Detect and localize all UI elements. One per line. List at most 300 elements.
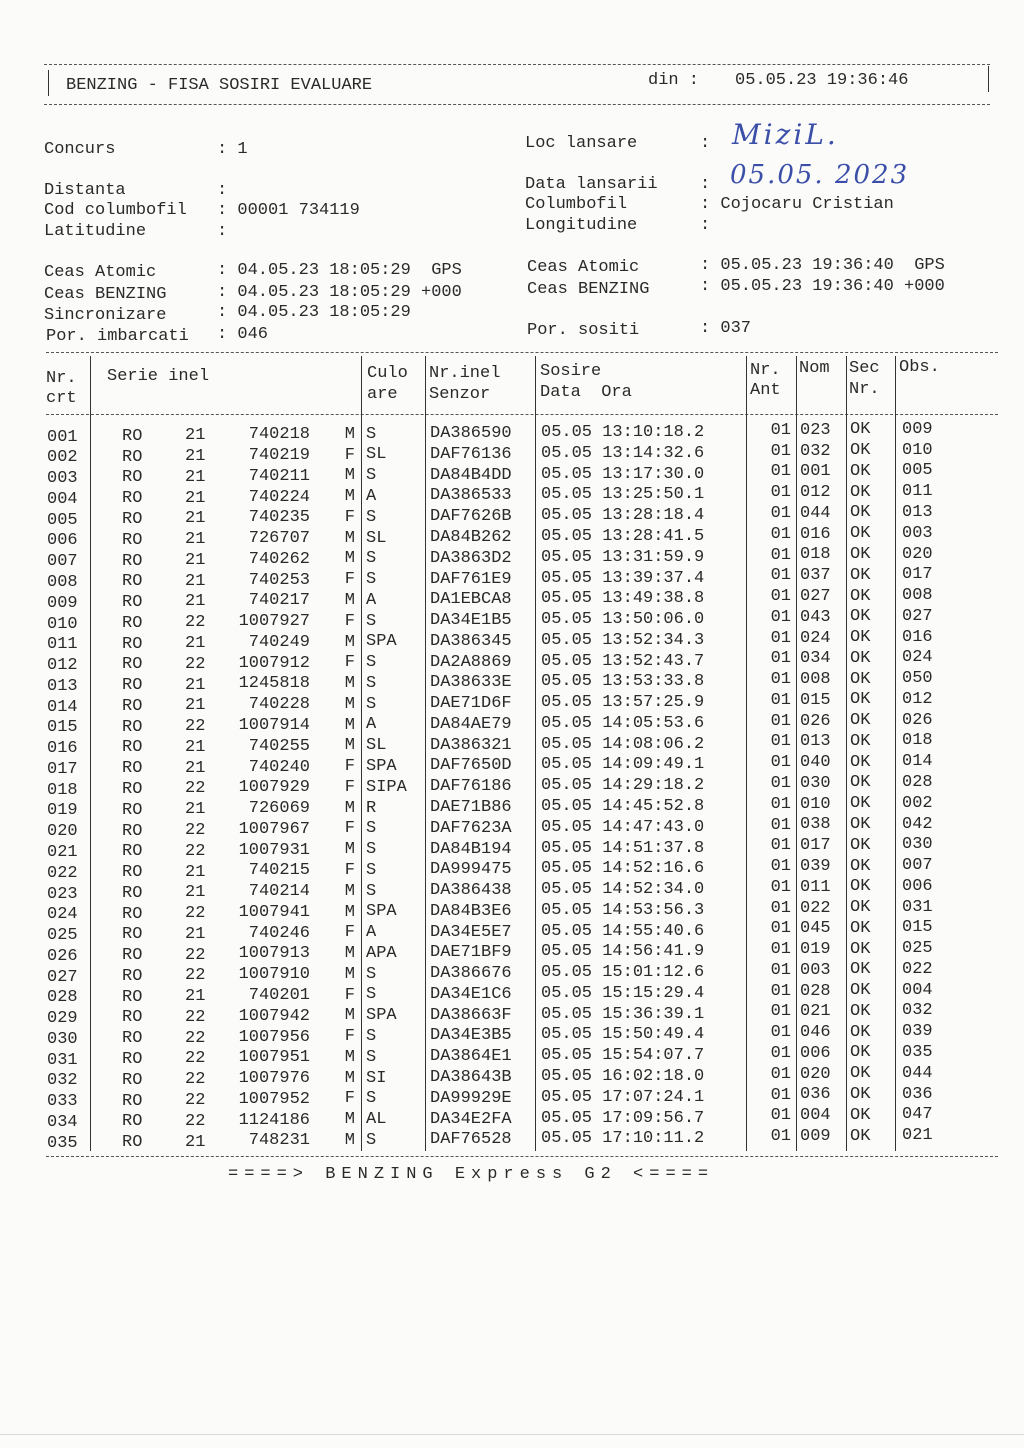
- header-nom: Nom: [799, 359, 830, 378]
- nr-ant: 01: [770, 503, 791, 523]
- ring-country: RO: [122, 613, 143, 633]
- ring-country: RO: [122, 1008, 143, 1028]
- ring-number: 740249: [248, 632, 310, 652]
- sensor-ring: DA84B194: [430, 839, 512, 859]
- color: S: [366, 570, 377, 590]
- ring-year: 21: [185, 571, 206, 591]
- arrival-time: 05.05 14:52:34.0: [541, 880, 705, 900]
- sec-status: OK: [850, 877, 871, 897]
- sensor-ring: DA386590: [430, 424, 512, 444]
- ceas-atomic-value-end: : 05.05.23 19:36:40 GPS: [700, 256, 945, 275]
- nom: 026: [800, 711, 831, 731]
- sex: F: [344, 653, 355, 673]
- sec-status: OK: [850, 565, 871, 585]
- arrival-time: 05.05 14:05:53.6: [541, 713, 705, 733]
- sex: M: [344, 549, 355, 569]
- nom: 032: [800, 441, 831, 461]
- nom: 004: [800, 1106, 831, 1126]
- arrival-time: 05.05 14:51:37.8: [541, 838, 705, 858]
- row-number: 002: [47, 448, 78, 468]
- ceas-benzing-value-start: : 04.05.23 18:05:29 +000: [217, 283, 462, 302]
- col-bar-sosire: [746, 356, 747, 1151]
- arrival-time: 05.05 14:53:56.3: [541, 900, 705, 920]
- ring-year: 22: [185, 1028, 206, 1048]
- sec-status: OK: [850, 669, 871, 689]
- sensor-ring: DA386676: [430, 964, 512, 984]
- arrival-time: 05.05 13:57:25.9: [541, 693, 705, 713]
- ring-country: RO: [122, 572, 143, 592]
- columbofil-value: : Cojocaru Cristian: [700, 195, 894, 214]
- color: SL: [366, 445, 387, 465]
- ring-year: 21: [185, 987, 206, 1007]
- row-number: 035: [47, 1133, 78, 1153]
- col-bar-sec: [895, 356, 896, 1151]
- ring-country: RO: [122, 696, 143, 716]
- obs-value: 002: [902, 793, 933, 813]
- header-bottom-rule: [44, 104, 990, 105]
- cod-columbofil-label: Cod columbofil: [44, 201, 187, 220]
- header-sosire: Sosire: [540, 362, 602, 381]
- ring-country: RO: [122, 468, 143, 488]
- ring-number: 1007910: [238, 965, 310, 985]
- ring-number: 1007913: [238, 944, 310, 964]
- ring-year: 22: [185, 779, 206, 799]
- row-number: 017: [47, 759, 78, 779]
- color: S: [366, 1027, 377, 1047]
- nr-ant: 01: [770, 524, 791, 544]
- data-lansarii-label: Data lansarii: [525, 175, 658, 194]
- sec-status: OK: [850, 814, 871, 834]
- row-number: 031: [47, 1050, 78, 1070]
- sex: F: [344, 923, 355, 943]
- ring-country: RO: [122, 509, 143, 529]
- nom: 020: [800, 1064, 831, 1084]
- obs-value: 044: [902, 1063, 933, 1083]
- header-right-bar: [988, 66, 989, 92]
- color: R: [366, 798, 377, 818]
- sex: M: [344, 466, 355, 486]
- arrival-time: 05.05 13:14:32.6: [541, 443, 705, 463]
- sensor-ring: DA99929E: [430, 1088, 512, 1108]
- sex: F: [344, 445, 355, 465]
- row-number: 033: [47, 1092, 78, 1112]
- sec-status: OK: [850, 773, 871, 793]
- sex: M: [344, 944, 355, 964]
- ring-number: 740228: [248, 695, 310, 715]
- loc-lansare-value: :: [700, 134, 711, 153]
- nom: 003: [800, 960, 831, 980]
- row-number: 007: [47, 552, 78, 572]
- sex: M: [344, 424, 355, 444]
- sensor-ring: DA38633E: [430, 673, 512, 693]
- sex: M: [344, 694, 355, 714]
- sensor-ring: DA999475: [430, 860, 512, 880]
- header-sec: Sec: [849, 359, 880, 378]
- sex: M: [344, 632, 355, 652]
- color: A: [366, 715, 377, 735]
- color: S: [366, 881, 377, 901]
- ceas-atomic-label-start: Ceas Atomic: [44, 263, 157, 282]
- color: S: [366, 860, 377, 880]
- nr-ant: 01: [770, 1085, 791, 1105]
- nom: 010: [800, 794, 831, 814]
- sec-status: OK: [850, 1022, 871, 1042]
- ring-country: RO: [122, 779, 143, 799]
- header-data-ora: Data Ora: [540, 383, 632, 402]
- loc-lansare-label: Loc lansare: [525, 134, 638, 153]
- ring-year: 22: [185, 1049, 206, 1069]
- sec-status: OK: [850, 918, 871, 938]
- ring-country: RO: [122, 489, 143, 509]
- color: SPA: [366, 632, 397, 652]
- nr-ant: 01: [770, 836, 791, 856]
- color: A: [366, 923, 377, 943]
- ring-country: RO: [122, 447, 143, 467]
- din-label: din :: [648, 71, 700, 90]
- arrival-time: 05.05 17:09:56.7: [541, 1108, 705, 1128]
- nom: 023: [800, 420, 831, 440]
- nr-ant: 01: [770, 420, 791, 440]
- nom: 044: [800, 503, 831, 523]
- obs-value: 026: [902, 710, 933, 730]
- ring-country: RO: [122, 987, 143, 1007]
- ceas-atomic-value-start: : 04.05.23 18:05:29 GPS: [217, 261, 462, 280]
- nr-ant: 01: [770, 1002, 791, 1022]
- sensor-ring: DAF7626B: [430, 507, 512, 527]
- nr-ant: 01: [770, 441, 791, 461]
- nr-ant: 01: [770, 815, 791, 835]
- sec-status: OK: [850, 711, 871, 731]
- header-obs: Obs.: [899, 358, 940, 377]
- color: S: [366, 964, 377, 984]
- din-timestamp: 05.05.23 19:36:46: [735, 71, 909, 90]
- obs-value: 042: [902, 814, 933, 834]
- concurs-label: Concurs: [44, 140, 116, 159]
- ring-year: 21: [185, 488, 206, 508]
- sex: M: [344, 736, 355, 756]
- sensor-ring: DA34E2FA: [430, 1109, 512, 1129]
- nr-ant: 01: [770, 857, 791, 877]
- nom: 039: [800, 856, 831, 876]
- ring-year: 22: [185, 1111, 206, 1131]
- color: S: [366, 424, 377, 444]
- obs-value: 006: [902, 876, 933, 896]
- obs-value: 047: [902, 1105, 933, 1125]
- sec-status: OK: [850, 690, 871, 710]
- nom: 046: [800, 1023, 831, 1043]
- arrival-time: 05.05 15:54:07.7: [541, 1046, 705, 1066]
- row-number: 010: [47, 614, 78, 634]
- ring-year: 22: [185, 904, 206, 924]
- sincronizare-label: Sincronizare: [44, 306, 167, 325]
- header-sec-nr: Nr.: [849, 380, 880, 399]
- nom: 008: [800, 670, 831, 690]
- obs-value: 010: [902, 440, 933, 460]
- sex: M: [344, 902, 355, 922]
- arrival-time: 05.05 15:15:29.4: [541, 983, 705, 1003]
- ring-country: RO: [122, 842, 143, 862]
- arrival-time: 05.05 13:17:30.0: [541, 464, 705, 484]
- ring-number: 740217: [248, 591, 310, 611]
- ring-number: 740255: [248, 736, 310, 756]
- sec-status: OK: [850, 1064, 871, 1084]
- ring-country: RO: [122, 821, 143, 841]
- obs-value: 005: [902, 461, 933, 481]
- ring-country: RO: [122, 655, 143, 675]
- row-number: 028: [47, 988, 78, 1008]
- header-top-rule: [44, 64, 990, 65]
- sex: M: [344, 1047, 355, 1067]
- ring-number: 740224: [248, 487, 310, 507]
- nr-ant: 01: [770, 566, 791, 586]
- nr-ant: 01: [770, 732, 791, 752]
- sensor-ring: DAE71D6F: [430, 694, 512, 714]
- header-nr: Nr.: [46, 369, 77, 388]
- ceas-benzing-label-end: Ceas BENZING: [527, 280, 650, 299]
- ring-year: 22: [185, 945, 206, 965]
- nom: 038: [800, 815, 831, 835]
- concurs-value: : 1: [217, 140, 248, 159]
- color: A: [366, 590, 377, 610]
- nom: 011: [800, 877, 831, 897]
- obs-value: 008: [902, 586, 933, 606]
- sec-status: OK: [850, 981, 871, 1001]
- row-number: 027: [47, 967, 78, 987]
- ring-year: 22: [185, 820, 206, 840]
- sex: M: [344, 528, 355, 548]
- ring-year: 21: [185, 467, 206, 487]
- sec-status: OK: [850, 1084, 871, 1104]
- ceas-atomic-label-end: Ceas Atomic: [527, 258, 640, 277]
- nom: 018: [800, 545, 831, 565]
- sensor-ring: DA386533: [430, 486, 512, 506]
- color: A: [366, 487, 377, 507]
- row-number: 006: [47, 531, 78, 551]
- sex: F: [344, 757, 355, 777]
- obs-value: 022: [902, 959, 933, 979]
- obs-value: 027: [902, 606, 933, 626]
- arrival-time: 05.05 13:52:43.7: [541, 651, 705, 671]
- ring-number: 1007956: [238, 1027, 310, 1047]
- sec-status: OK: [850, 503, 871, 523]
- sex: F: [344, 777, 355, 797]
- ring-number: 1007927: [238, 612, 310, 632]
- sex: F: [344, 1027, 355, 1047]
- header-nr-ant-2: Ant: [750, 381, 781, 400]
- sensor-ring: DA34E1B5: [430, 611, 512, 631]
- ring-country: RO: [122, 925, 143, 945]
- ring-year: 21: [185, 592, 206, 612]
- obs-value: 011: [902, 482, 933, 502]
- nom: 045: [800, 919, 831, 939]
- sensor-ring: DA34E3B5: [430, 1026, 512, 1046]
- row-number: 022: [47, 863, 78, 883]
- sex: M: [344, 1068, 355, 1088]
- ring-country: RO: [122, 759, 143, 779]
- ring-country: RO: [122, 530, 143, 550]
- ring-year: 22: [185, 613, 206, 633]
- columbofil-label: Columbofil: [525, 195, 628, 214]
- nr-ant: 01: [770, 898, 791, 918]
- por-sositi-label: Por. sositi: [527, 321, 640, 340]
- ring-year: 22: [185, 966, 206, 986]
- arrival-time: 05.05 15:01:12.6: [541, 963, 705, 983]
- ring-number: 740253: [248, 570, 310, 590]
- arrival-time: 05.05 14:09:49.1: [541, 755, 705, 775]
- nom: 030: [800, 773, 831, 793]
- nom: 036: [800, 1085, 831, 1105]
- sec-status: OK: [850, 524, 871, 544]
- sec-status: OK: [850, 607, 871, 627]
- arrival-time: 05.05 14:29:18.2: [541, 776, 705, 796]
- header-left-bar: [48, 70, 49, 96]
- obs-value: 015: [902, 918, 933, 938]
- ring-number: 740235: [248, 508, 310, 528]
- obs-value: 014: [902, 752, 933, 772]
- header-serie-inel: Serie inel: [107, 367, 210, 386]
- arrival-time: 05.05 13:31:59.9: [541, 547, 705, 567]
- row-number: 016: [47, 739, 78, 759]
- nr-ant: 01: [770, 1106, 791, 1126]
- sex: M: [344, 1130, 355, 1150]
- sex: M: [344, 1110, 355, 1130]
- color: S: [366, 611, 377, 631]
- sensor-ring: DA84AE79: [430, 714, 512, 734]
- arrival-time: 05.05 13:53:33.8: [541, 672, 705, 692]
- ceas-benzing-label-start: Ceas BENZING: [44, 285, 167, 304]
- ring-country: RO: [122, 1050, 143, 1069]
- ring-year: 21: [185, 675, 206, 695]
- ring-number: 1007912: [238, 653, 310, 673]
- nom: 024: [800, 628, 831, 648]
- arrival-time: 05.05 13:52:34.3: [541, 630, 705, 650]
- sensor-ring: DA84B3E6: [430, 901, 512, 921]
- sensor-ring: DA1EBCA8: [430, 590, 512, 610]
- document-title: BENZING - FISA SOSIRI EVALUARE: [66, 76, 373, 95]
- arrival-time: 05.05 16:02:18.0: [541, 1067, 705, 1086]
- nr-ant: 01: [770, 773, 791, 793]
- color: S: [366, 673, 377, 693]
- obs-value: 009: [902, 419, 933, 439]
- nr-ant: 01: [770, 462, 791, 482]
- ring-year: 22: [185, 717, 206, 737]
- ring-year: 22: [185, 654, 206, 674]
- sensor-ring: DAF7650D: [430, 756, 512, 776]
- sec-status: OK: [850, 731, 871, 751]
- nr-ant: 01: [770, 919, 791, 939]
- row-number: 021: [47, 842, 78, 862]
- col-bar-nom: [846, 356, 847, 1151]
- sex: F: [344, 1089, 355, 1109]
- sex: M: [344, 881, 355, 901]
- color: SPA: [366, 1006, 397, 1026]
- obs-value: 007: [902, 856, 933, 876]
- obs-value: 035: [902, 1042, 933, 1062]
- longitudine-value: :: [700, 216, 711, 235]
- arrival-time: 05.05 13:28:41.5: [541, 526, 705, 546]
- sex: F: [344, 985, 355, 1005]
- ring-number: 740218: [248, 425, 310, 445]
- sensor-ring: DA38663F: [430, 1005, 512, 1025]
- color: S: [366, 653, 377, 673]
- ring-country: RO: [122, 593, 143, 613]
- nr-ant: 01: [770, 670, 791, 690]
- col-bar-culoare: [425, 356, 426, 1151]
- row-number: 025: [47, 926, 78, 946]
- nr-ant: 01: [770, 607, 791, 627]
- sex: M: [344, 715, 355, 735]
- sex: M: [344, 674, 355, 694]
- por-imbarcati-value: : 046: [217, 325, 269, 344]
- obs-value: 025: [902, 939, 933, 959]
- sensor-ring: DAF761E9: [430, 569, 512, 589]
- ring-year: 21: [185, 447, 206, 467]
- por-sositi-value: : 037: [700, 319, 752, 338]
- sensor-ring: DA84B4DD: [430, 465, 512, 485]
- ring-number: 1124186: [238, 1110, 310, 1130]
- col-bar-nrant: [796, 356, 797, 1151]
- nom: 043: [800, 607, 831, 627]
- ring-number: 748231: [248, 1131, 310, 1151]
- obs-value: 039: [902, 1022, 933, 1042]
- color: S: [366, 694, 377, 714]
- sec-status: OK: [850, 461, 871, 481]
- sec-status: OK: [850, 1126, 871, 1146]
- row-number: 018: [47, 780, 78, 800]
- handwritten-loc-lansare: MiziL.: [732, 118, 839, 151]
- color: S: [366, 840, 377, 860]
- sensor-ring: DA3863D2: [430, 548, 512, 568]
- arrival-time: 05.05 13:39:37.4: [541, 568, 705, 588]
- color: SL: [366, 528, 387, 548]
- table-top-rule: [46, 352, 998, 353]
- sec-status: OK: [850, 856, 871, 876]
- sec-status: OK: [850, 482, 871, 502]
- sec-status: OK: [850, 939, 871, 959]
- ring-country: RO: [122, 904, 143, 924]
- distanta-label: Distanta: [44, 181, 126, 200]
- ring-number: 740262: [248, 549, 310, 569]
- nom: 034: [800, 649, 831, 669]
- ring-country: RO: [122, 966, 143, 986]
- ring-number: 740246: [248, 923, 310, 943]
- por-imbarcati-label: Por. imbarcati: [46, 327, 189, 346]
- nom: 015: [800, 690, 831, 710]
- sensor-ring: DA386321: [430, 735, 512, 755]
- distanta-value: :: [217, 181, 228, 200]
- sec-status: OK: [850, 1105, 871, 1125]
- ring-year: 21: [185, 1132, 206, 1152]
- sex: F: [344, 860, 355, 880]
- nr-ant: 01: [770, 1127, 791, 1147]
- sensor-ring: DAF76136: [430, 444, 512, 464]
- nom: 027: [800, 586, 831, 606]
- ring-number: 1007951: [238, 1048, 310, 1068]
- color: S: [366, 1047, 377, 1067]
- nr-ant: 01: [770, 794, 791, 814]
- ring-number: 740211: [248, 466, 310, 486]
- nom: 037: [800, 566, 831, 586]
- obs-value: 030: [902, 835, 933, 855]
- sincronizare-value: : 04.05.23 18:05:29: [217, 303, 411, 322]
- ring-year: 21: [185, 550, 206, 570]
- nr-ant: 01: [770, 877, 791, 897]
- sensor-ring: DA84B262: [430, 527, 512, 547]
- sensor-ring: DA34E5E7: [430, 922, 512, 942]
- sex: M: [344, 798, 355, 818]
- row-number: 026: [47, 946, 78, 966]
- ceas-benzing-value-end: : 05.05.23 19:36:40 +000: [700, 277, 945, 296]
